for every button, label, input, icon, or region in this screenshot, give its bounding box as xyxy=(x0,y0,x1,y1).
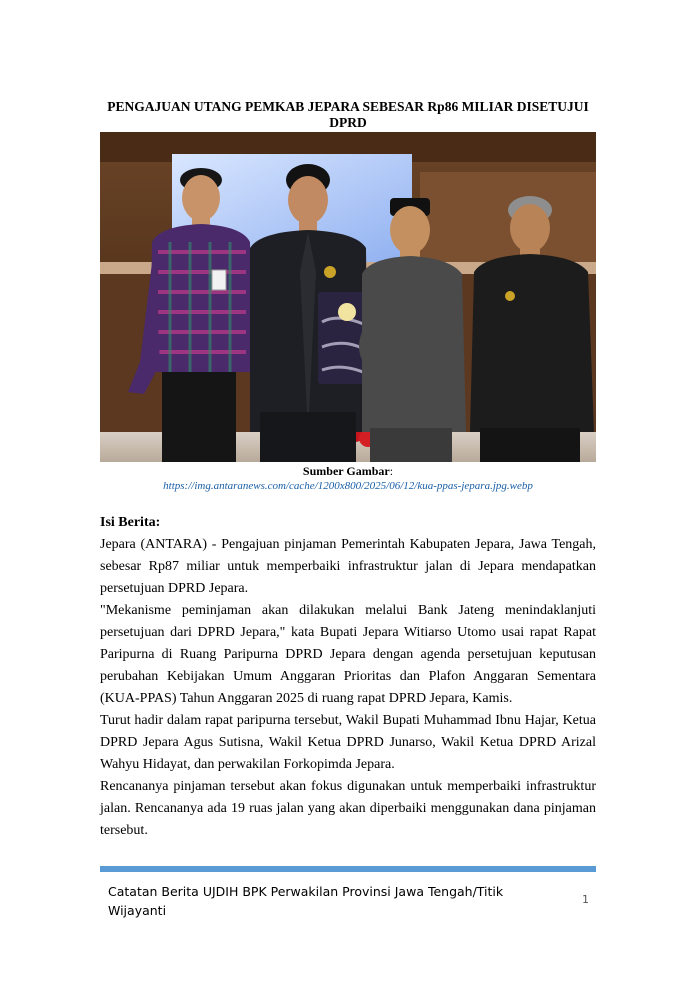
article-body xyxy=(100,512,596,842)
paragraph-2: "Mekanisme peminjaman akan dilakukan melalui Bank Jateng menindaklanjuti persetujuan dari DPRD Jepara," kata Bupati Jepara Witiarso Utomo usai rapat Rapat Paripurna di Ruang Paripurna DPRD Jepara dengan agenda persetujuan keputusan perubahan Kebijakan Umum Anggaran Prioritas dan Plafon Anggaran Sementara (KUA-PPAS) Tahun Anggaran 2025 di ruang rapat DPRD Jepara, Kamis. xyxy=(100,603,596,706)
caption-url-link[interactable]: https://img.antaranews.com/cache/1200x800/2025/06/12/kua-ppas-jepara.jpg.webp xyxy=(163,480,533,492)
document-title: PENGAJUAN UTANG PEMKAB JEPARA SEBESAR Rp86 MILIAR DISETUJUI DPRD xyxy=(107,99,589,130)
paragraph-4: Rencananya pinjaman tersebut akan fokus digunakan untuk memperbaiki infrastruktur jalan. Rencananya ada 19 ruas jalan yang akan diperbaiki menggunakan dana pinjaman tersebut. xyxy=(100,779,596,838)
caption-label: Sumber Gambar xyxy=(302,464,390,478)
page-number: 1 xyxy=(582,893,589,906)
footer-text: Catatan Berita UJDIH BPK Perwakilan Provinsi Jawa Tengah/Titik Wijayanti xyxy=(108,884,504,918)
image-caption: Sumber Gambar: https://img.antaranews.com/cache/1200x800/2025/06/12/kua-ppas-jepara.jpg.webp xyxy=(100,464,596,494)
news-photo xyxy=(100,132,596,462)
paragraph-3: Turut hadir dalam rapat paripurna tersebut, Wakil Bupati Muhammad Ibnu Hajar, Ketua DPRD Jepara Agus Sutisna, Wakil Ketua DPRD Junarso, Wakil Ketua DPRD Arizal Wahyu Hidayat, dan perwakilan Forkopimda Jepara. xyxy=(100,713,596,772)
section-heading: Isi Berita: xyxy=(100,515,161,530)
footer-divider xyxy=(100,866,596,872)
paragraph-1: Jepara (ANTARA) - Pengajuan pinjaman Pemerintah Kabupaten Jepara, Jawa Tengah, sebesar Rp87 miliar untuk memperbaiki infrastruktur jalan di Jepara mendapatkan persetujuan DPRD Jepara. xyxy=(100,537,596,596)
